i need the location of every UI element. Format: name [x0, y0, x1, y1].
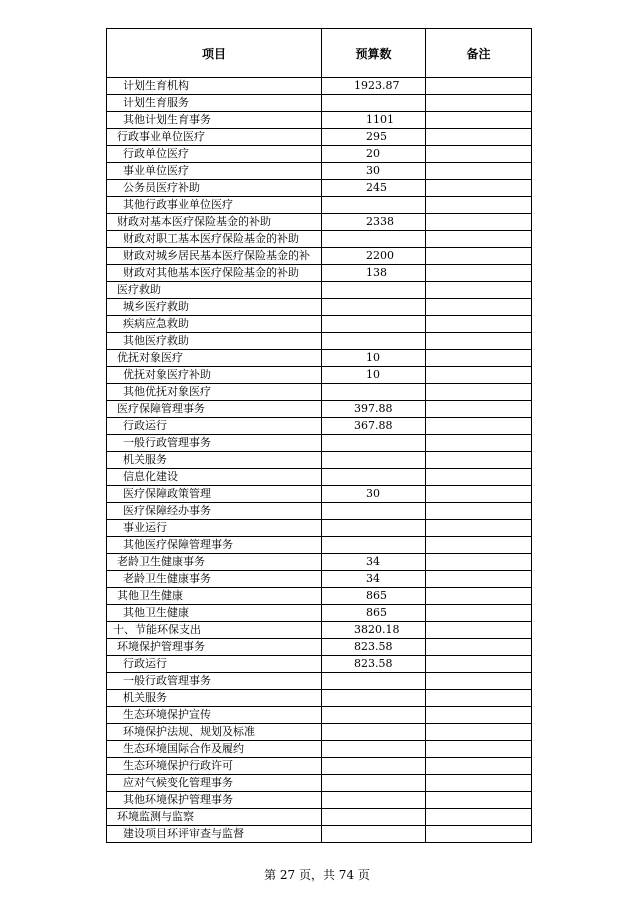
row-budget-amount [322, 435, 426, 452]
row-remarks [426, 418, 532, 435]
row-remarks [426, 452, 532, 469]
row-remarks [426, 350, 532, 367]
row-remarks [426, 231, 532, 248]
table-row [107, 333, 532, 350]
table-row [107, 775, 532, 792]
row-remarks [426, 690, 532, 707]
row-item-name: 信息化建设 [107, 469, 322, 486]
row-remarks [426, 537, 532, 554]
row-remarks [426, 588, 532, 605]
row-item-name: 其他行政事业单位医疗 [107, 197, 322, 214]
table-row [107, 231, 532, 248]
table-row [107, 486, 532, 503]
row-remarks [426, 673, 532, 690]
table-row [107, 316, 532, 333]
table-row [107, 95, 532, 112]
row-item-name: 疾病应急救助 [107, 316, 322, 333]
table-row [107, 588, 532, 605]
row-budget-amount: 30 [322, 486, 426, 503]
row-remarks [426, 180, 532, 197]
table-row [107, 112, 532, 129]
table-row [107, 214, 532, 231]
row-item-name: 应对气候变化管理事务 [107, 775, 322, 792]
row-item-name: 行政运行 [107, 418, 322, 435]
row-item-name: 财政对基本医疗保险基金的补助 [107, 214, 322, 231]
table-row [107, 197, 532, 214]
row-item-name: 老龄卫生健康事务 [107, 554, 322, 571]
row-budget-amount: 367.88 [322, 418, 426, 435]
row-budget-amount: 10 [322, 367, 426, 384]
row-item-name: 行政单位医疗 [107, 146, 322, 163]
table-row [107, 622, 532, 639]
row-item-name: 老龄卫生健康事务 [107, 571, 322, 588]
row-item-name: 建设项目环评审查与监督 [107, 826, 322, 843]
table-row [107, 707, 532, 724]
table-row [107, 758, 532, 775]
row-item-name: 生态环境保护宣传 [107, 707, 322, 724]
row-remarks [426, 435, 532, 452]
row-budget-amount [322, 469, 426, 486]
row-remarks [426, 775, 532, 792]
row-item-name: 医疗保障政策管理 [107, 486, 322, 503]
row-remarks [426, 792, 532, 809]
row-remarks [426, 571, 532, 588]
row-budget-amount [322, 231, 426, 248]
row-budget-amount: 2338 [322, 214, 426, 231]
table-row [107, 180, 532, 197]
table-row [107, 673, 532, 690]
table-row [107, 537, 532, 554]
row-item-name: 事业运行 [107, 520, 322, 537]
row-item-name: 财政对城乡居民基本医疗保险基金的补 [107, 248, 322, 265]
row-budget-amount [322, 792, 426, 809]
header-remarks: 备注 [426, 29, 532, 78]
row-budget-amount: 34 [322, 571, 426, 588]
table-row [107, 554, 532, 571]
table-row [107, 571, 532, 588]
row-item-name: 其他医疗救助 [107, 333, 322, 350]
table-row [107, 163, 532, 180]
row-item-name: 财政对其他基本医疗保险基金的补助 [107, 265, 322, 282]
row-item-name: 机关服务 [107, 690, 322, 707]
row-budget-amount: 30 [322, 163, 426, 180]
row-item-name: 计划生育服务 [107, 95, 322, 112]
row-budget-amount [322, 197, 426, 214]
row-budget-amount: 2200 [322, 248, 426, 265]
row-budget-amount [322, 95, 426, 112]
table-body [107, 78, 532, 843]
row-remarks [426, 707, 532, 724]
table-row [107, 503, 532, 520]
row-budget-amount [322, 809, 426, 826]
row-budget-amount: 295 [322, 129, 426, 146]
table-row [107, 282, 532, 299]
row-item-name: 事业单位医疗 [107, 163, 322, 180]
table-row [107, 452, 532, 469]
row-budget-amount: 865 [322, 605, 426, 622]
row-budget-amount: 397.88 [322, 401, 426, 418]
row-budget-amount: 1101 [322, 112, 426, 129]
row-budget-amount: 823.58 [322, 639, 426, 656]
row-item-name: 医疗救助 [107, 282, 322, 299]
row-remarks [426, 265, 532, 282]
row-budget-amount: 823.58 [322, 656, 426, 673]
row-remarks [426, 248, 532, 265]
row-budget-amount: 245 [322, 180, 426, 197]
row-budget-amount [322, 775, 426, 792]
row-budget-amount [322, 316, 426, 333]
row-item-name: 一般行政管理事务 [107, 435, 322, 452]
row-remarks [426, 78, 532, 95]
table-row [107, 401, 532, 418]
row-budget-amount [322, 333, 426, 350]
table-row [107, 809, 532, 826]
row-remarks [426, 146, 532, 163]
table-row [107, 248, 532, 265]
table-row [107, 78, 532, 95]
table-header-row [107, 29, 532, 78]
table-row [107, 741, 532, 758]
row-item-name: 行政运行 [107, 656, 322, 673]
row-budget-amount [322, 299, 426, 316]
row-budget-amount [322, 673, 426, 690]
row-item-name: 财政对职工基本医疗保险基金的补助 [107, 231, 322, 248]
row-budget-amount: 865 [322, 588, 426, 605]
row-remarks [426, 724, 532, 741]
row-remarks [426, 826, 532, 843]
row-item-name: 其他卫生健康 [107, 605, 322, 622]
row-remarks [426, 469, 532, 486]
row-remarks [426, 656, 532, 673]
row-budget-amount: 1923.87 [322, 78, 426, 95]
row-budget-amount [322, 758, 426, 775]
budget-table-container [106, 28, 531, 843]
table-row [107, 724, 532, 741]
row-item-name: 行政事业单位医疗 [107, 129, 322, 146]
row-remarks [426, 605, 532, 622]
row-remarks [426, 333, 532, 350]
row-remarks [426, 741, 532, 758]
table-row [107, 384, 532, 401]
row-item-name: 环境保护管理事务 [107, 639, 322, 656]
row-budget-amount [322, 724, 426, 741]
row-item-name: 一般行政管理事务 [107, 673, 322, 690]
table-row [107, 826, 532, 843]
header-item: 项目 [107, 29, 322, 78]
row-remarks [426, 622, 532, 639]
row-remarks [426, 129, 532, 146]
row-budget-amount [322, 503, 426, 520]
row-remarks [426, 316, 532, 333]
table-row [107, 520, 532, 537]
row-budget-amount [322, 741, 426, 758]
row-item-name: 生态环境保护行政许可 [107, 758, 322, 775]
row-budget-amount [322, 384, 426, 401]
row-remarks [426, 95, 532, 112]
row-remarks [426, 486, 532, 503]
row-remarks [426, 214, 532, 231]
row-budget-amount: 10 [322, 350, 426, 367]
row-remarks [426, 639, 532, 656]
row-budget-amount [322, 826, 426, 843]
row-budget-amount: 3820.18 [322, 622, 426, 639]
row-item-name: 其他卫生健康 [107, 588, 322, 605]
budget-table [106, 28, 532, 843]
row-remarks [426, 401, 532, 418]
row-item-name: 环境保护法规、规划及标准 [107, 724, 322, 741]
row-budget-amount [322, 690, 426, 707]
row-budget-amount: 138 [322, 265, 426, 282]
table-row [107, 469, 532, 486]
row-remarks [426, 299, 532, 316]
row-remarks [426, 758, 532, 775]
row-budget-amount [322, 707, 426, 724]
table-row [107, 639, 532, 656]
table-row [107, 418, 532, 435]
row-item-name: 医疗保障经办事务 [107, 503, 322, 520]
row-item-name: 优抚对象医疗 [107, 350, 322, 367]
row-budget-amount [322, 537, 426, 554]
row-item-name: 十、节能环保支出 [107, 622, 322, 639]
row-remarks [426, 809, 532, 826]
row-remarks [426, 384, 532, 401]
row-item-name: 计划生育机构 [107, 78, 322, 95]
row-item-name: 其他计划生育事务 [107, 112, 322, 129]
table-row [107, 605, 532, 622]
row-item-name: 医疗保障管理事务 [107, 401, 322, 418]
table-row [107, 435, 532, 452]
table-row [107, 350, 532, 367]
row-remarks [426, 367, 532, 384]
row-item-name: 其他医疗保障管理事务 [107, 537, 322, 554]
table-row [107, 656, 532, 673]
table-row [107, 690, 532, 707]
row-budget-amount: 34 [322, 554, 426, 571]
row-remarks [426, 520, 532, 537]
row-item-name: 生态环境国际合作及履约 [107, 741, 322, 758]
header-budget: 预算数 [322, 29, 426, 78]
row-item-name: 环境监测与监察 [107, 809, 322, 826]
row-remarks [426, 163, 532, 180]
row-item-name: 城乡医疗救助 [107, 299, 322, 316]
row-remarks [426, 503, 532, 520]
page-footer: 第 27 页，共 74 页 [264, 868, 370, 882]
table-row [107, 265, 532, 282]
row-budget-amount [322, 282, 426, 299]
row-item-name: 公务员医疗补助 [107, 180, 322, 197]
row-item-name: 优抚对象医疗补助 [107, 367, 322, 384]
row-item-name: 机关服务 [107, 452, 322, 469]
table-row [107, 792, 532, 809]
table-row [107, 129, 532, 146]
table-row [107, 299, 532, 316]
row-remarks [426, 112, 532, 129]
row-budget-amount [322, 520, 426, 537]
table-row [107, 146, 532, 163]
row-remarks [426, 282, 532, 299]
row-budget-amount [322, 452, 426, 469]
row-budget-amount: 20 [322, 146, 426, 163]
row-remarks [426, 197, 532, 214]
table-row [107, 367, 532, 384]
row-item-name: 其他环境保护管理事务 [107, 792, 322, 809]
row-remarks [426, 554, 532, 571]
row-item-name: 其他优抚对象医疗 [107, 384, 322, 401]
